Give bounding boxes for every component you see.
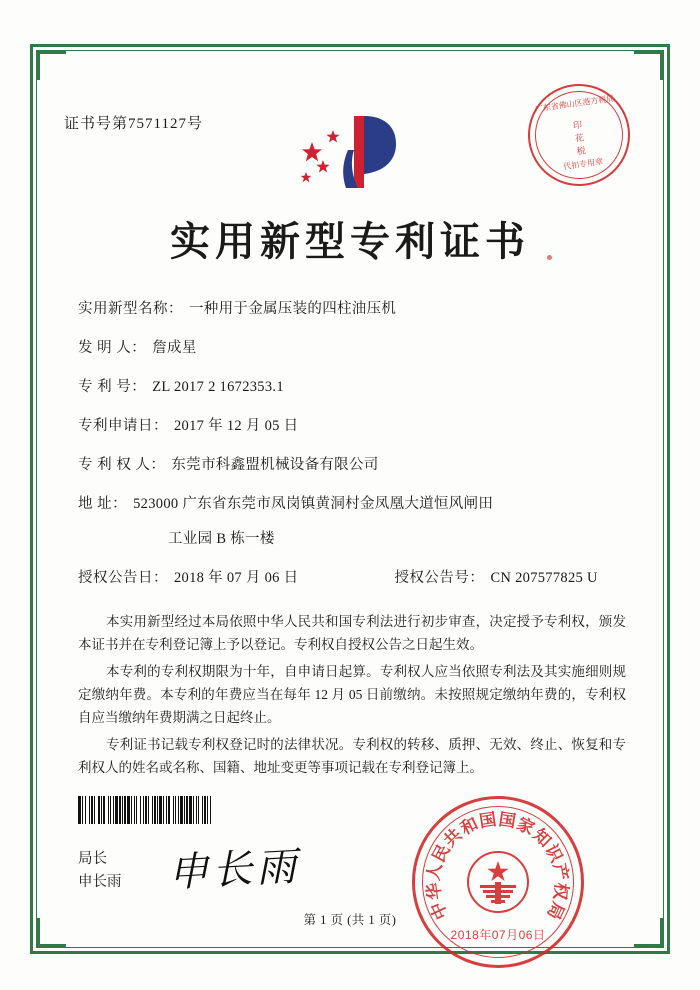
seal-character: 共	[440, 824, 467, 852]
seal-character: 人	[423, 861, 447, 883]
patent-fields	[78, 292, 630, 600]
page-footer: 第 1 页 (共 1 页)	[303, 913, 397, 927]
field-label-inventor: 发 明 人：	[78, 340, 147, 356]
seal-character: 和	[457, 813, 482, 840]
seal-character: 知	[528, 824, 555, 852]
field-label-invention-name: 实用新型名称：	[78, 301, 183, 317]
signature-block	[78, 848, 122, 894]
field-row-application-date	[78, 409, 630, 443]
seal-character: 国	[477, 809, 498, 832]
signature-title: 局长	[78, 851, 107, 867]
field-row-grant	[78, 561, 630, 595]
tax-stamp-seal	[521, 77, 636, 192]
field-label-application-date: 专利申请日：	[78, 418, 168, 434]
seal-date: 2018年07月06日	[450, 928, 546, 942]
national-emblem-icon	[465, 849, 531, 915]
handwritten-signature: 申长雨	[167, 843, 302, 897]
field-label-patent-number: 专 利 号：	[78, 379, 147, 395]
seal-character: 产	[548, 861, 572, 883]
signature-name: 申长雨	[78, 874, 122, 890]
field-value-address: 523000 广东省东莞市凤岗镇黄洞村金凤凰大道恒风闸田	[133, 496, 494, 512]
tax-stamp-line-4: 税	[576, 145, 587, 157]
field-label-grant-number: 授权公告号：	[394, 570, 485, 586]
field-value-patentee: 东莞市科鑫盟机械设备有限公司	[171, 457, 379, 473]
tax-stamp-line-5: 代扣专用章	[562, 156, 604, 172]
legal-paragraphs	[78, 610, 626, 783]
title-decorative-dot	[547, 255, 552, 260]
field-value-patent-number: ZL 2017 2 1672353.1	[152, 379, 284, 395]
field-value-grant-number: CN 207577825 U	[490, 570, 598, 586]
patent-office-logo-icon	[290, 106, 410, 192]
certificate-number: 证书号第7571127号	[64, 116, 203, 132]
seal-character: 家	[513, 813, 538, 840]
field-value-address-line2: 工业园 B 栋一楼	[168, 531, 275, 547]
field-label-patentee: 专 利 权 人：	[78, 457, 166, 473]
seal-character: 识	[540, 841, 567, 866]
barcode	[78, 796, 268, 824]
field-row-address-line2	[162, 522, 630, 556]
document-title: 实用新型专利证书	[170, 218, 530, 265]
seal-character: 民	[428, 841, 455, 866]
legal-paragraph-2: 本专利的专利权期限为十年，自申请日起算。专利权人应当依照专利法及其实施细则规定缴纳年费。本专利的年费应当在每年 12 月 05 日前缴纳。未按照规定缴纳年费的，专利权自应当缴纳年费期满之日起终止。	[78, 664, 626, 725]
field-row-inventor	[78, 331, 630, 365]
tax-stamp-line-2: 印	[572, 119, 583, 131]
seal-character: 华	[423, 881, 446, 902]
field-row-patentee	[78, 448, 630, 482]
official-red-seal	[412, 796, 584, 968]
tax-stamp-line-1: 广东省佛山区港方税局	[534, 93, 615, 114]
field-value-grant-date: 2018 年 07 月 06 日	[174, 570, 299, 586]
tax-stamp-line-3: 花	[574, 132, 585, 144]
seal-character: 中	[427, 898, 453, 923]
certificate-content	[60, 70, 640, 942]
legal-paragraph-3: 专利证书记载专利权登记时的法律状况。专利权的转移、质押、无效、终止、恢复和专利权人的姓名或名称、国籍、地址变更等事项记载在专利登记簿上。	[78, 737, 626, 775]
field-label-address: 地 址：	[78, 496, 128, 512]
seal-character: 权	[549, 881, 572, 902]
field-value-inventor: 詹成星	[152, 340, 197, 356]
seal-character: 局	[542, 898, 568, 923]
field-row-address	[78, 487, 630, 521]
field-value-invention-name: 一种用于金属压装的四柱油压机	[189, 301, 397, 317]
legal-paragraph-1: 本实用新型经过本局依照中华人民共和国专利法进行初步审查，决定授予专利权，颁发本证书并在专利登记簿上予以登记。专利权自授权公告之日起生效。	[78, 614, 626, 652]
field-row-name	[78, 292, 630, 326]
field-label-grant-date: 授权公告日：	[78, 570, 168, 586]
field-value-application-date: 2017 年 12 月 05 日	[174, 418, 299, 434]
field-row-patent-number	[78, 370, 630, 404]
seal-character: 国	[497, 809, 518, 832]
